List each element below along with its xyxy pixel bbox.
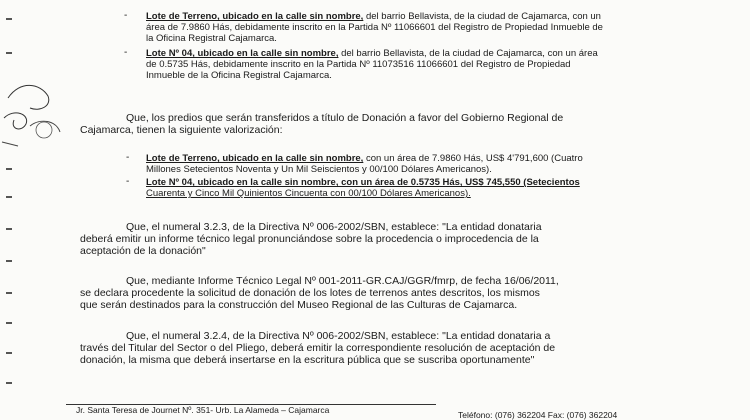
- margin-mark: [6, 352, 12, 354]
- margin-mark: [6, 52, 12, 54]
- bullet-line: área de 7.9860 Hás, debidamente inscrito en la Partida Nº 11066601 del Registro de Propiedad Inmueble de: [146, 22, 603, 33]
- paragraph-line: Que, los predios que serán transferidos a título de Donación a favor del Gobierno Regional de: [126, 112, 564, 124]
- bullet-line: [146, 48, 598, 59]
- underlined-text: Lote Nº 04, ubicado en la calle sin nombre,: [146, 48, 339, 59]
- margin-mark: [6, 292, 12, 294]
- paragraph-line: través del Titular del Sector o del Pliego, deberá emitir la correspondiente resolución de aceptación de: [80, 342, 556, 354]
- bullet-dash: -: [126, 152, 130, 163]
- bullet-line: [146, 153, 583, 164]
- bullet-line: la Oficina Registral Cajamarca.: [146, 33, 277, 44]
- paragraph-line: que serán destinados para la construcción del Museo Regional de las Culturas de Cajamarca.: [80, 299, 518, 311]
- underlined-text: Lote de Terreno, ubicado en la calle sin nombre,: [146, 153, 364, 164]
- paragraph-line: Que, mediante Informe Técnico Legal Nº 001-2011-GR.CAJ/GGR/fmrp, de fecha 16/06/2011,: [126, 275, 559, 287]
- paragraph-line: Que, el numeral 3.2.3, de la Directiva Nº 006-2002/SBN, establece: "La entidad donataria: [126, 221, 542, 233]
- paragraph-line: aceptación de la donación": [80, 245, 206, 257]
- paragraph-line: Cajamarca, tienen la siguiente valorización:: [80, 124, 283, 136]
- margin-mark: [6, 196, 12, 198]
- margin-mark: [6, 382, 12, 384]
- bullet-line: Millones Setecientos Noventa y Un Mil Seiscientos y 00/100 Dólares Americanos).: [146, 164, 492, 175]
- bullet-line: de 0.5735 Hás, debidamente inscrito en la Partida Nº 11073516 11066601 del Registro de Propiedad: [146, 59, 571, 70]
- bullet-line: Cuarenta y Cinco Mil Quinientos Cincuenta con 00/100 Dólares Americanos).: [146, 188, 471, 199]
- paragraph-line: Que, el numeral 3.2.4, de la Directiva Nº 006-2002/SBN, establece: "La entidad donataria a: [126, 330, 551, 342]
- paragraph-line: se declara procedente la solicitud de donación de los lotes de terrenos antes descritos, los mismos: [80, 287, 540, 299]
- bullet-line: Inmueble de la Oficina Registral Cajamarca.: [146, 70, 332, 81]
- bullet-text: del barrio Bellavista, de la ciudad de Cajamarca, con un: [363, 11, 601, 22]
- margin-mark: [6, 322, 12, 324]
- margin-mark: [6, 18, 12, 20]
- bullet-line: [146, 11, 601, 22]
- bullet-dash: -: [124, 10, 128, 21]
- footer-phone: Teléfono: (076) 362204 Fax: (076) 362204: [458, 410, 618, 420]
- margin-mark: [6, 260, 12, 262]
- stamp-signature-icon: [0, 58, 70, 148]
- bullet-line: Lote Nº 04, ubicado en la calle sin nombre, con un área de 0.5735 Hás, US$ 745,550 (Setecientos: [146, 177, 580, 188]
- margin-mark: [6, 228, 12, 230]
- bullet-dash: -: [126, 176, 130, 187]
- bullet-text: con un área de 7.9860 Hás, US$ 4'791,600 (Cuatro: [363, 153, 583, 164]
- footer-address: Jr. Santa Teresa de Journet Nº. 351- Urb. La Alameda – Cajamarca: [76, 405, 330, 415]
- paragraph-line: donación, la misma que deberá insertarse en la escritura pública que se suscriba oportunamente": [80, 354, 535, 366]
- paragraph-line: deberá emitir un informe técnico legal pronunciándose sobre la procedencia o improcedencia de la: [80, 233, 539, 245]
- underlined-text: Lote de Terreno, ubicado en la calle sin nombre,: [146, 11, 364, 22]
- margin-mark: [6, 168, 12, 170]
- bullet-text: del barrio Bellavista, de la ciudad de Cajamarca, con un área: [338, 48, 598, 59]
- bullet-dash: -: [124, 47, 128, 58]
